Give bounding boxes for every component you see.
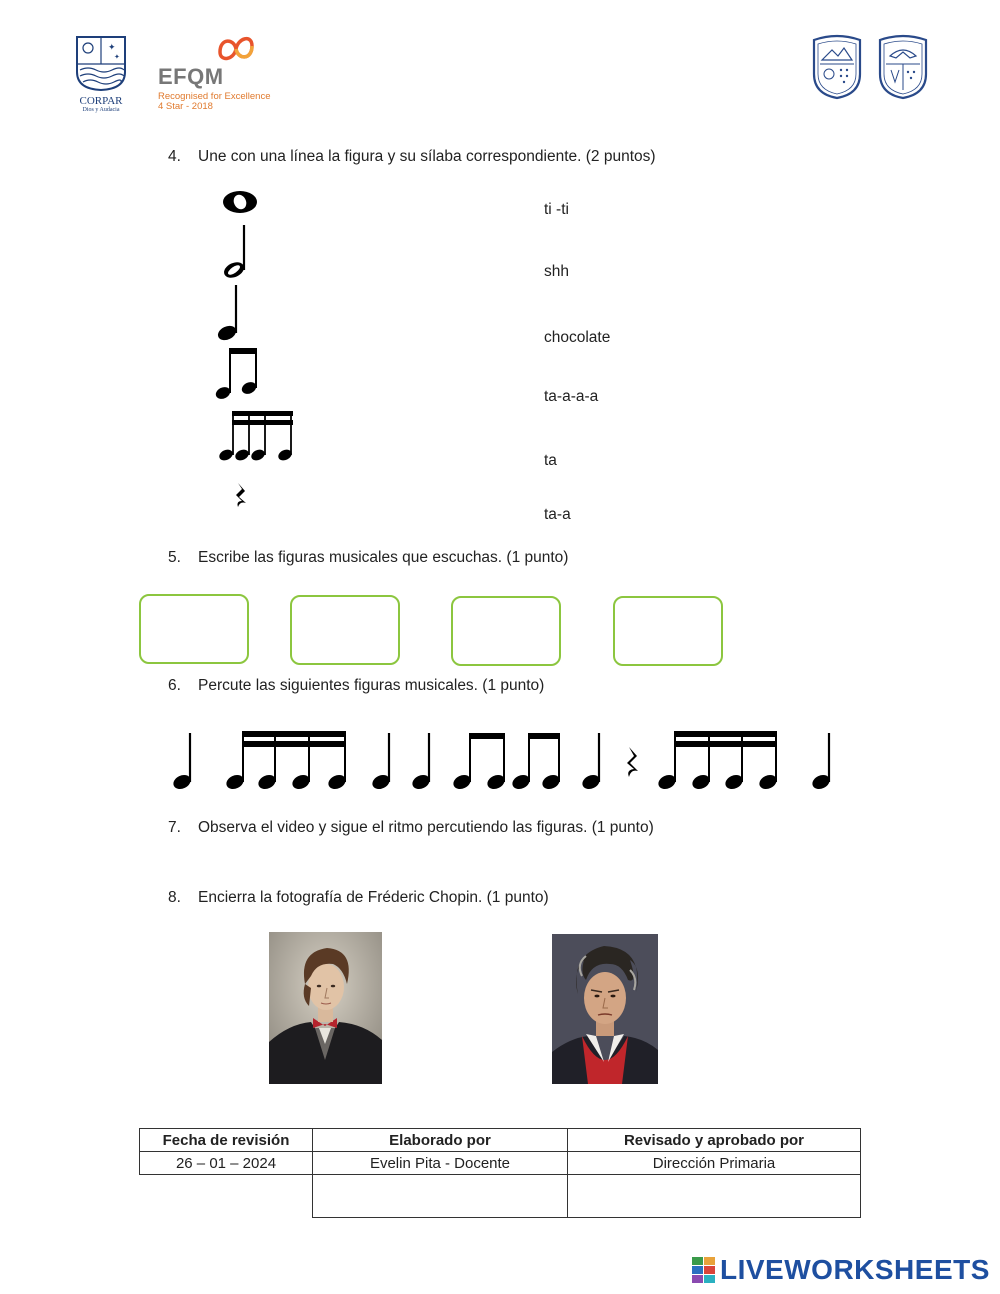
table-empty-cell-2 (313, 1175, 568, 1218)
question-6-number: 6. (168, 677, 181, 694)
rhythm-sixteenths-1 (224, 731, 348, 792)
question-8-text: Encierra la fotografía de Fréderic Chopin. (1 punto) (198, 889, 549, 906)
question-5-text: Escribe las figuras musicales que escuchas. (1 punto) (198, 549, 569, 566)
answer-box-1[interactable] (139, 594, 249, 664)
rhythm-sixteenths-2 (656, 731, 779, 792)
rhythm-eighths-1 (451, 733, 507, 792)
chopin-portrait[interactable] (269, 932, 382, 1084)
table-cell-approved: Dirección Primaria (568, 1152, 861, 1175)
rhythm-quarter-3 (410, 733, 432, 792)
question-6 (168, 677, 544, 695)
quarter-note-icon[interactable] (216, 285, 239, 343)
liveworksheets-logo[interactable] (692, 1254, 990, 1286)
rhythm-rest (627, 747, 638, 777)
efqm-infinity-icon (214, 32, 258, 66)
table-cell-prepared: Evelin Pita - Docente (313, 1152, 568, 1175)
question-6-text: Percute las siguientes figuras musicales. (1 punto) (198, 677, 545, 694)
revision-table (139, 1128, 861, 1218)
table-header-prepared: Elaborado por (313, 1129, 568, 1152)
table-header-date: Fecha de revisión (140, 1129, 313, 1152)
school-crest-left (810, 34, 864, 105)
quarter-rest-icon[interactable] (236, 483, 246, 507)
table-header-approved: Revisado y aprobado por (568, 1129, 861, 1152)
question-7-number: 7. (168, 819, 181, 836)
whole-note-icon[interactable] (223, 191, 257, 213)
question-7 (168, 819, 654, 837)
music-figures-column (210, 185, 310, 515)
syllable-4[interactable]: ta-a-a-a (544, 388, 599, 405)
rhythm-quarter-1 (171, 733, 193, 792)
beethoven-portrait[interactable] (552, 934, 658, 1084)
liveworksheets-icon (692, 1257, 716, 1283)
question-4-number: 4. (168, 148, 181, 165)
question-8-number: 8. (168, 889, 181, 906)
syllable-3[interactable]: chocolate (544, 329, 611, 346)
corpar-motto: Dios y Audacia (82, 107, 120, 113)
table-cell-date: 26 – 01 – 2024 (140, 1152, 313, 1175)
question-4-text: Une con una línea la figura y su sílaba correspondiente. (2 puntos) (198, 148, 656, 165)
eighth-notes-icon[interactable] (214, 348, 258, 401)
question-5 (168, 549, 568, 567)
efqm-logo (158, 32, 271, 112)
syllable-2[interactable]: shh (544, 263, 569, 280)
corpar-logo (72, 34, 130, 114)
svg-text:✦: ✦ (114, 54, 120, 61)
sixteenth-notes-icon[interactable] (218, 411, 294, 462)
syllable-5[interactable]: ta (544, 452, 557, 469)
syllable-1[interactable]: ti -ti (544, 201, 569, 218)
efqm-line2: 4 Star - 2018 (158, 101, 213, 112)
svg-text:✦: ✦ (108, 42, 116, 52)
question-4 (168, 148, 656, 166)
rhythm-quarter-4 (580, 733, 602, 792)
table-empty-cell-3 (568, 1175, 861, 1218)
corpar-name: CORPAR (79, 95, 123, 107)
school-crest-right (876, 34, 930, 105)
efqm-line1: Recognised for Excellence (158, 91, 271, 102)
question-5-number: 5. (168, 549, 181, 566)
rhythm-eighths-2 (510, 733, 562, 792)
answer-box-3[interactable] (451, 596, 561, 666)
table-empty-cell-1 (140, 1175, 313, 1218)
question-7-text: Observa el video y sigue el ritmo percutiendo las figuras. (1 punto) (198, 819, 654, 836)
rhythm-line (165, 725, 845, 795)
half-note-icon[interactable] (222, 225, 247, 281)
answer-box-2[interactable] (290, 595, 400, 665)
question-8 (168, 889, 549, 907)
liveworksheets-brand: LIVEWORKSHEETS (720, 1254, 990, 1285)
rhythm-quarter-2 (370, 733, 392, 792)
answer-box-4[interactable] (613, 596, 723, 666)
rhythm-quarter-5 (810, 733, 832, 792)
syllable-6[interactable]: ta-a (544, 506, 571, 523)
efqm-name: EFQM (158, 64, 224, 89)
